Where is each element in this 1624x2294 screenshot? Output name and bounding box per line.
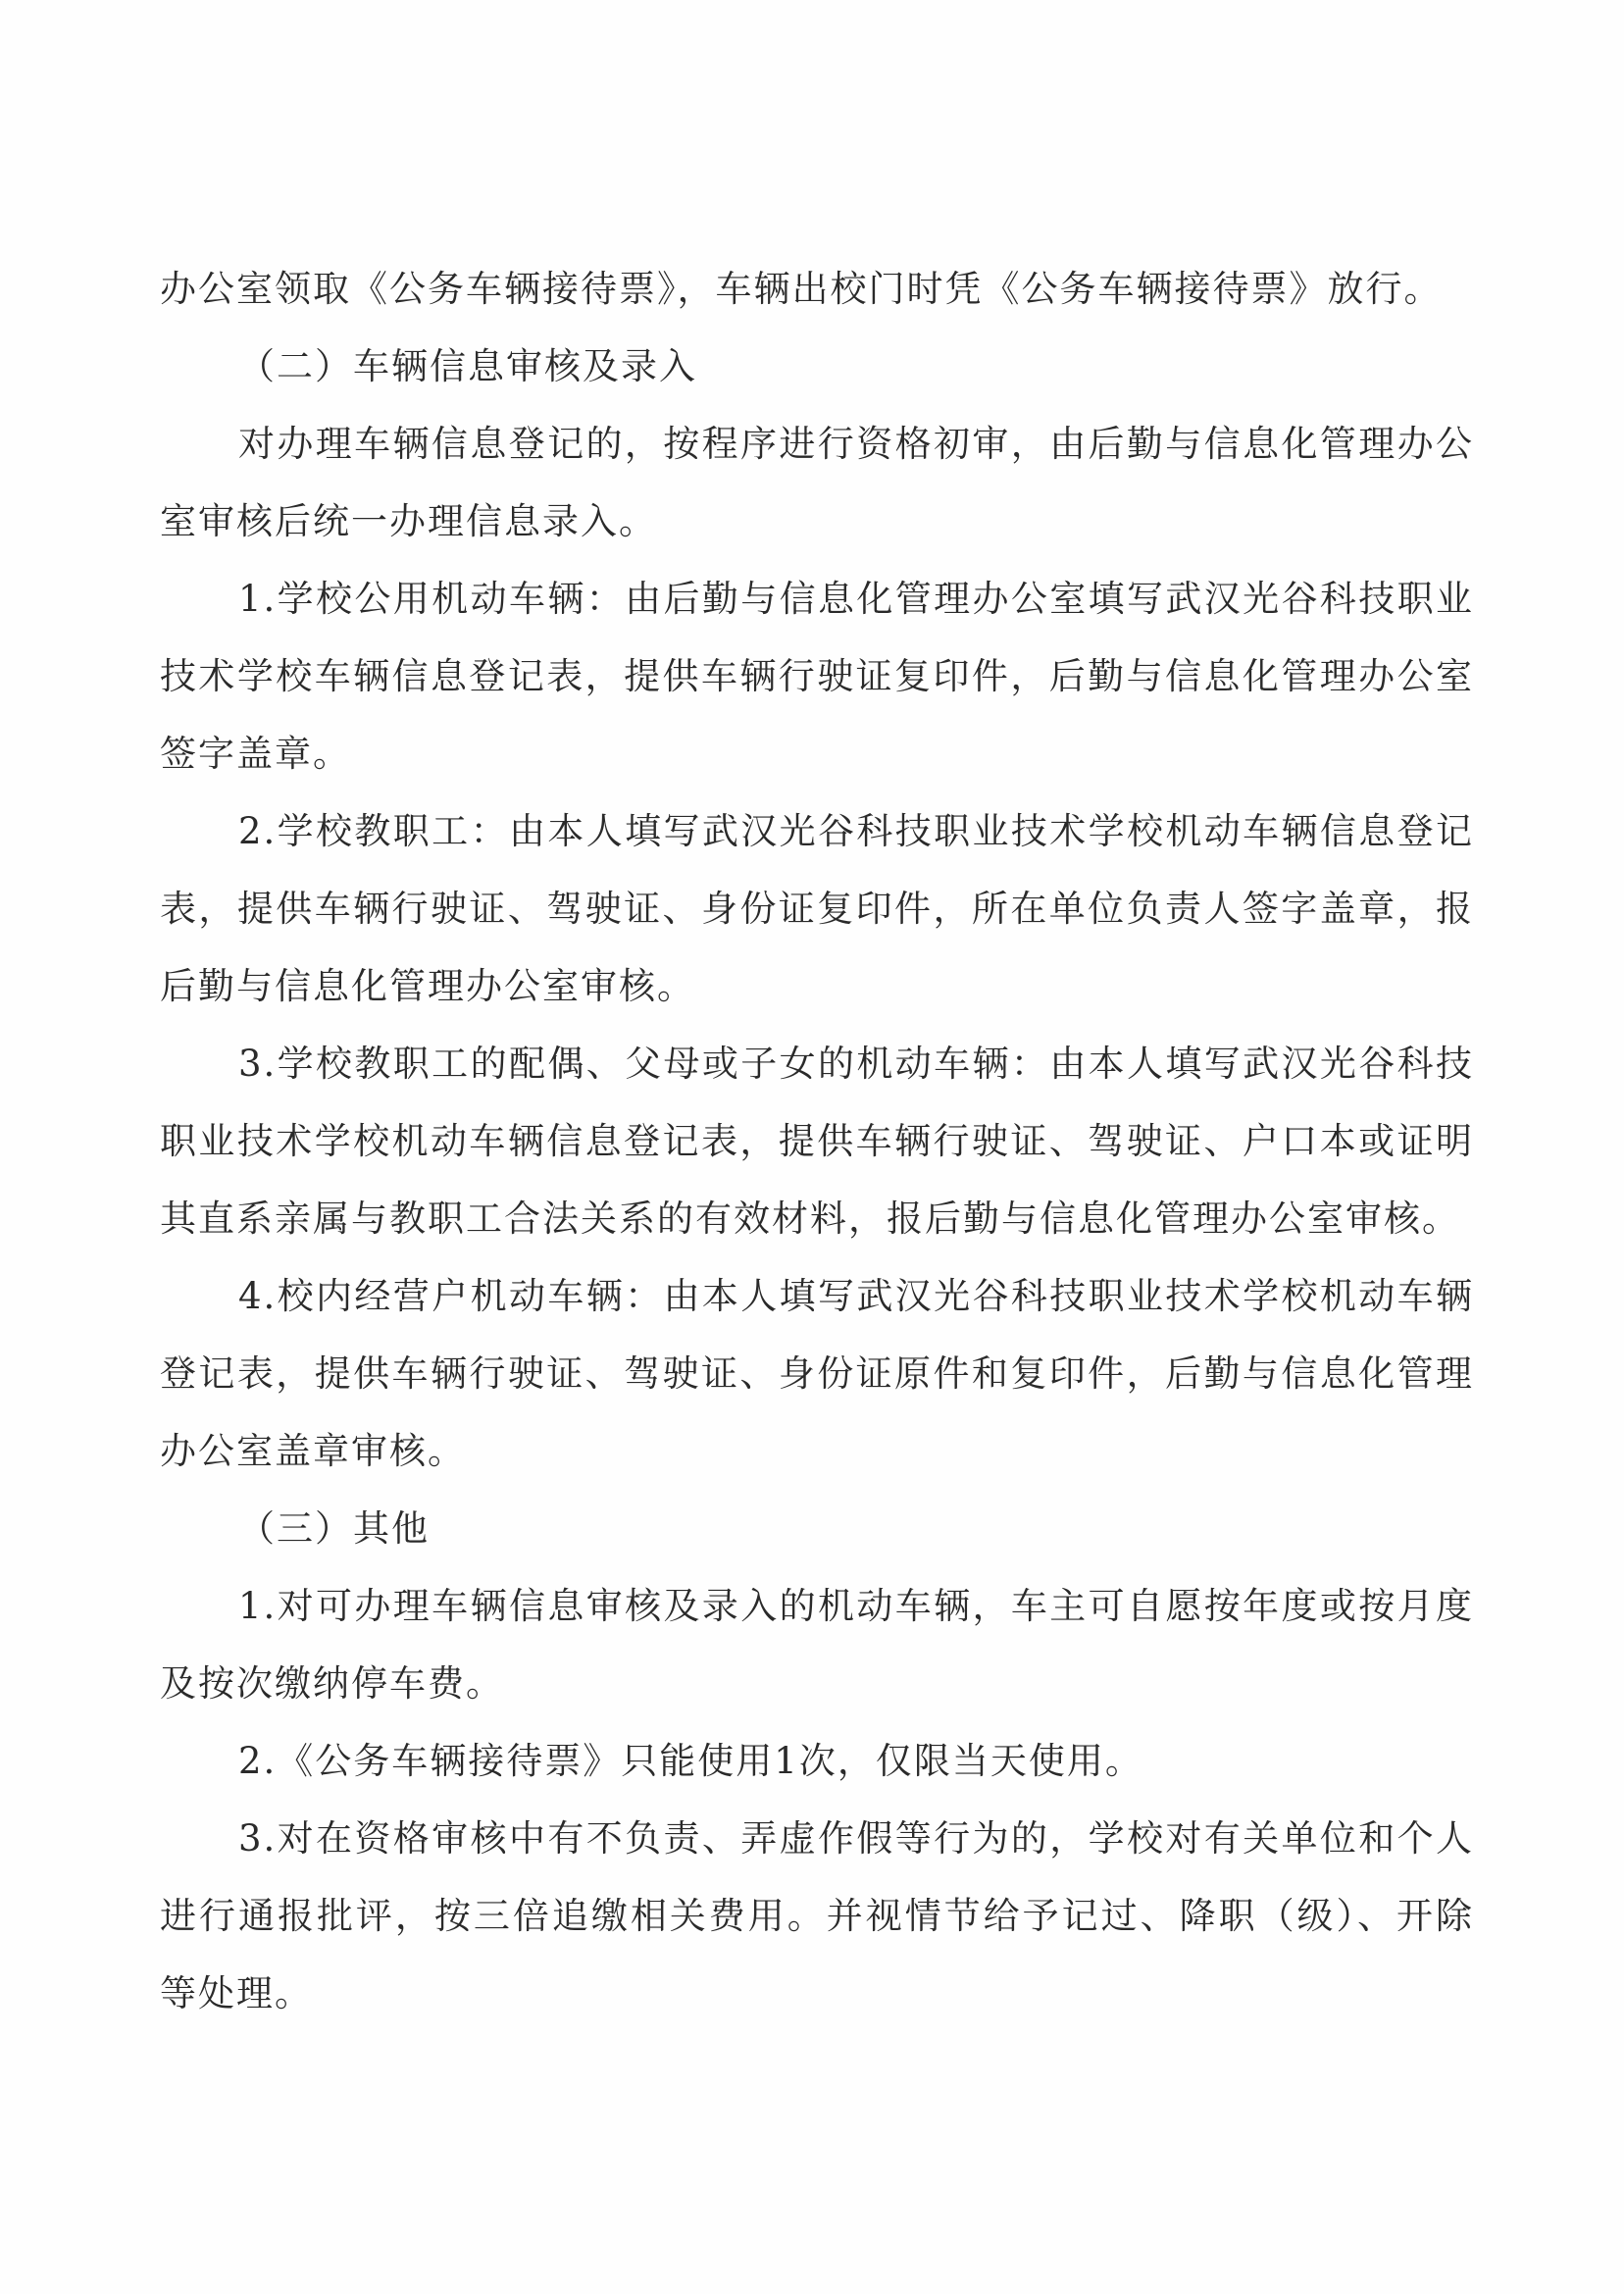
- other-item-3: 3.对在资格审核中有不负责、弄虚作假等行为的，学校对有关单位和个人进行通报批评，按三倍追缴相关费用。并视情节给予记过、降职（级）、开除等处理。: [160, 1817, 1474, 2014]
- section-heading-3: （三）其他: [238, 1507, 430, 1550]
- document-body: [160, 250, 1474, 2032]
- other-item-2: 2.《公务车辆接待票》只能使用1次，仅限当天使用。: [238, 1740, 1143, 1782]
- paragraph-continuation: 办公室领取《公务车辆接待票》，车辆出校门时凭《公务车辆接待票》放行。: [160, 268, 1443, 310]
- list-item-4: 4.校内经营户机动车辆：由本人填写武汉光谷科技职业技术学校机动车辆登记表，提供车辆行驶证、驾驶证、身份证原件和复印件，后勤与信息化管理办公室盖章审核。: [160, 1275, 1474, 1472]
- list-item-2: 2.学校教职工：由本人填写武汉光谷科技职业技术学校机动车辆信息登记表，提供车辆行驶证、驾驶证、身份证复印件，所在单位负责人签字盖章，报后勤与信息化管理办公室审核。: [160, 810, 1474, 1007]
- list-item-3: 3.学校教职工的配偶、父母或子女的机动车辆：由本人填写武汉光谷科技职业技术学校机动车辆信息登记表，提供车辆行驶证、驾驶证、户口本或证明其直系亲属与教职工合法关系的有效材料，报后勤与信息化管理办公室审核。: [160, 1043, 1474, 1240]
- section-heading-2: （二）车辆信息审核及录入: [238, 345, 697, 387]
- paragraph-review-intro: 对办理车辆信息登记的，按程序进行资格初审，由后勤与信息化管理办公室审核后统一办理信息录入。: [160, 423, 1474, 542]
- other-item-1: 1.对可办理车辆信息审核及录入的机动车辆，车主可自愿按年度或按月度及按次缴纳停车费。: [160, 1585, 1474, 1705]
- list-item-1: 1.学校公用机动车辆：由后勤与信息化管理办公室填写武汉光谷科技职业技术学校车辆信息登记表，提供车辆行驶证复印件，后勤与信息化管理办公室签字盖章。: [160, 578, 1474, 775]
